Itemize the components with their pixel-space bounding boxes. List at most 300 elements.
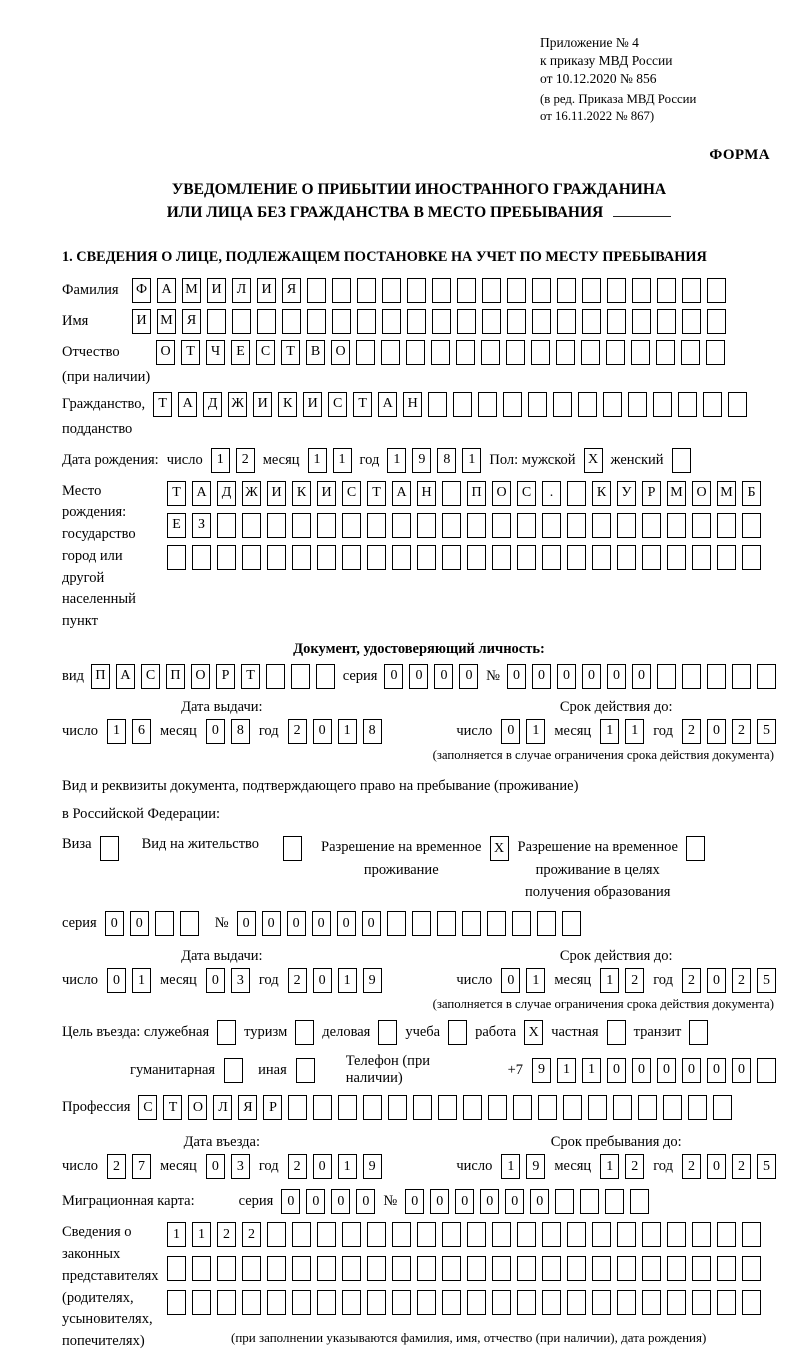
char-cell[interactable]: [757, 1058, 776, 1083]
char-cell[interactable]: [442, 1290, 461, 1315]
char-cell[interactable]: [506, 340, 525, 365]
char-cell[interactable]: [342, 513, 361, 538]
char-cell[interactable]: 0: [501, 719, 520, 744]
char-cell[interactable]: [317, 1290, 336, 1315]
char-cell[interactable]: 2: [682, 968, 701, 993]
char-cell[interactable]: 0: [430, 1189, 449, 1214]
char-cell[interactable]: [467, 513, 486, 538]
char-cell[interactable]: 0: [459, 664, 478, 689]
char-cell[interactable]: [417, 1222, 436, 1247]
char-cell[interactable]: О: [692, 481, 711, 506]
char-cell[interactable]: [367, 1290, 386, 1315]
char-cell[interactable]: [432, 309, 451, 334]
char-cell[interactable]: [417, 545, 436, 570]
char-cell[interactable]: [292, 513, 311, 538]
char-cell[interactable]: 2: [682, 719, 701, 744]
purpose-official-checkbox[interactable]: [217, 1020, 236, 1045]
char-cell[interactable]: 1: [600, 1154, 619, 1179]
char-cell[interactable]: [742, 513, 761, 538]
char-cell[interactable]: [688, 1095, 707, 1120]
char-cell[interactable]: [180, 911, 199, 936]
char-cell[interactable]: Я: [182, 309, 201, 334]
char-cell[interactable]: [382, 309, 401, 334]
char-cell[interactable]: [642, 513, 661, 538]
char-cell[interactable]: [657, 278, 676, 303]
char-cell[interactable]: [513, 1095, 532, 1120]
residence-permit-checkbox[interactable]: [283, 836, 302, 861]
char-cell[interactable]: [266, 664, 285, 689]
char-cell[interactable]: [512, 911, 531, 936]
char-cell[interactable]: [582, 278, 601, 303]
char-cell[interactable]: [562, 911, 581, 936]
char-cell[interactable]: О: [191, 664, 210, 689]
char-cell[interactable]: 0: [632, 664, 651, 689]
char-cell[interactable]: 0: [362, 911, 381, 936]
char-cell[interactable]: [487, 911, 506, 936]
char-cell[interactable]: [638, 1095, 657, 1120]
char-cell[interactable]: 0: [732, 1058, 751, 1083]
char-cell[interactable]: П: [166, 664, 185, 689]
char-cell[interactable]: Л: [213, 1095, 232, 1120]
char-cell[interactable]: [388, 1095, 407, 1120]
char-cell[interactable]: Е: [167, 513, 186, 538]
sex-male-checkbox[interactable]: X: [584, 448, 603, 473]
char-cell[interactable]: 6: [132, 719, 151, 744]
char-cell[interactable]: [155, 911, 174, 936]
char-cell[interactable]: [567, 481, 586, 506]
char-cell[interactable]: И: [317, 481, 336, 506]
char-cell[interactable]: А: [157, 278, 176, 303]
char-cell[interactable]: [332, 309, 351, 334]
char-cell[interactable]: [532, 309, 551, 334]
char-cell[interactable]: А: [392, 481, 411, 506]
char-cell[interactable]: [717, 545, 736, 570]
char-cell[interactable]: [682, 309, 701, 334]
char-cell[interactable]: [392, 1256, 411, 1281]
char-cell[interactable]: 2: [732, 968, 751, 993]
char-cell[interactable]: Ж: [228, 392, 247, 417]
char-cell[interactable]: Т: [153, 392, 172, 417]
purpose-private-checkbox[interactable]: [607, 1020, 626, 1045]
char-cell[interactable]: [682, 278, 701, 303]
char-cell[interactable]: [467, 1290, 486, 1315]
char-cell[interactable]: 0: [206, 968, 225, 993]
char-cell[interactable]: 0: [281, 1189, 300, 1214]
char-cell[interactable]: [542, 1290, 561, 1315]
purpose-study-checkbox[interactable]: [448, 1020, 467, 1045]
char-cell[interactable]: 0: [501, 968, 520, 993]
char-cell[interactable]: [438, 1095, 457, 1120]
char-cell[interactable]: 1: [192, 1222, 211, 1247]
char-cell[interactable]: [642, 1290, 661, 1315]
char-cell[interactable]: [442, 513, 461, 538]
char-cell[interactable]: Н: [403, 392, 422, 417]
char-cell[interactable]: [553, 392, 572, 417]
char-cell[interactable]: А: [116, 664, 135, 689]
char-cell[interactable]: [567, 1290, 586, 1315]
char-cell[interactable]: [367, 1256, 386, 1281]
char-cell[interactable]: [288, 1095, 307, 1120]
char-cell[interactable]: 0: [582, 664, 601, 689]
char-cell[interactable]: [682, 664, 701, 689]
char-cell[interactable]: [603, 392, 622, 417]
char-cell[interactable]: [742, 1256, 761, 1281]
char-cell[interactable]: 2: [732, 719, 751, 744]
char-cell[interactable]: [580, 1189, 599, 1214]
char-cell[interactable]: [717, 1256, 736, 1281]
char-cell[interactable]: [492, 1290, 511, 1315]
char-cell[interactable]: 9: [412, 448, 431, 473]
char-cell[interactable]: [492, 1222, 511, 1247]
char-cell[interactable]: 0: [313, 719, 332, 744]
char-cell[interactable]: 3: [231, 968, 250, 993]
char-cell[interactable]: [406, 340, 425, 365]
char-cell[interactable]: [488, 1095, 507, 1120]
char-cell[interactable]: 0: [707, 1058, 726, 1083]
char-cell[interactable]: [592, 1256, 611, 1281]
temp-residence-checkbox[interactable]: X: [490, 836, 509, 861]
char-cell[interactable]: [567, 1222, 586, 1247]
char-cell[interactable]: [713, 1095, 732, 1120]
char-cell[interactable]: 5: [757, 1154, 776, 1179]
char-cell[interactable]: 2: [682, 1154, 701, 1179]
char-cell[interactable]: [642, 1222, 661, 1247]
char-cell[interactable]: [517, 1290, 536, 1315]
char-cell[interactable]: 0: [480, 1189, 499, 1214]
char-cell[interactable]: 0: [557, 664, 576, 689]
char-cell[interactable]: [478, 392, 497, 417]
char-cell[interactable]: [392, 513, 411, 538]
char-cell[interactable]: [192, 545, 211, 570]
char-cell[interactable]: 0: [707, 968, 726, 993]
char-cell[interactable]: К: [278, 392, 297, 417]
char-cell[interactable]: 0: [337, 911, 356, 936]
char-cell[interactable]: 1: [600, 968, 619, 993]
char-cell[interactable]: 0: [206, 1154, 225, 1179]
char-cell[interactable]: Е: [231, 340, 250, 365]
char-cell[interactable]: [338, 1095, 357, 1120]
char-cell[interactable]: [632, 309, 651, 334]
char-cell[interactable]: О: [156, 340, 175, 365]
char-cell[interactable]: [528, 392, 547, 417]
char-cell[interactable]: [742, 1290, 761, 1315]
char-cell[interactable]: Б: [742, 481, 761, 506]
purpose-transit-checkbox[interactable]: [689, 1020, 708, 1045]
char-cell[interactable]: С: [256, 340, 275, 365]
purpose-business-checkbox[interactable]: [378, 1020, 397, 1045]
char-cell[interactable]: [581, 340, 600, 365]
char-cell[interactable]: [342, 1256, 361, 1281]
char-cell[interactable]: [492, 545, 511, 570]
char-cell[interactable]: И: [132, 309, 151, 334]
char-cell[interactable]: [556, 340, 575, 365]
char-cell[interactable]: 2: [732, 1154, 751, 1179]
char-cell[interactable]: [217, 1290, 236, 1315]
char-cell[interactable]: [167, 1290, 186, 1315]
char-cell[interactable]: 0: [237, 911, 256, 936]
char-cell[interactable]: 0: [607, 1058, 626, 1083]
char-cell[interactable]: [192, 1290, 211, 1315]
char-cell[interactable]: П: [467, 481, 486, 506]
char-cell[interactable]: [167, 1256, 186, 1281]
char-cell[interactable]: Т: [167, 481, 186, 506]
char-cell[interactable]: Р: [263, 1095, 282, 1120]
char-cell[interactable]: [313, 1095, 332, 1120]
char-cell[interactable]: И: [267, 481, 286, 506]
char-cell[interactable]: Д: [217, 481, 236, 506]
char-cell[interactable]: [407, 278, 426, 303]
char-cell[interactable]: 1: [132, 968, 151, 993]
char-cell[interactable]: [631, 340, 650, 365]
char-cell[interactable]: [517, 1222, 536, 1247]
char-cell[interactable]: 1: [338, 719, 357, 744]
char-cell[interactable]: [367, 1222, 386, 1247]
char-cell[interactable]: [732, 664, 751, 689]
char-cell[interactable]: [613, 1095, 632, 1120]
char-cell[interactable]: [462, 911, 481, 936]
char-cell[interactable]: [467, 1222, 486, 1247]
char-cell[interactable]: [742, 1222, 761, 1247]
char-cell[interactable]: [367, 545, 386, 570]
char-cell[interactable]: [412, 911, 431, 936]
char-cell[interactable]: [706, 340, 725, 365]
char-cell[interactable]: [657, 309, 676, 334]
char-cell[interactable]: 0: [505, 1189, 524, 1214]
char-cell[interactable]: [617, 1256, 636, 1281]
char-cell[interactable]: [413, 1095, 432, 1120]
char-cell[interactable]: [481, 340, 500, 365]
purpose-other-checkbox[interactable]: [296, 1058, 315, 1083]
char-cell[interactable]: [367, 513, 386, 538]
char-cell[interactable]: 5: [757, 719, 776, 744]
char-cell[interactable]: [692, 545, 711, 570]
char-cell[interactable]: [678, 392, 697, 417]
char-cell[interactable]: [382, 278, 401, 303]
char-cell[interactable]: 9: [532, 1058, 551, 1083]
char-cell[interactable]: [432, 278, 451, 303]
char-cell[interactable]: [332, 278, 351, 303]
char-cell[interactable]: [517, 513, 536, 538]
char-cell[interactable]: З: [192, 513, 211, 538]
char-cell[interactable]: [456, 340, 475, 365]
char-cell[interactable]: [482, 278, 501, 303]
char-cell[interactable]: 0: [105, 911, 124, 936]
char-cell[interactable]: [567, 1256, 586, 1281]
char-cell[interactable]: [453, 392, 472, 417]
char-cell[interactable]: 2: [217, 1222, 236, 1247]
char-cell[interactable]: 0: [312, 911, 331, 936]
char-cell[interactable]: 9: [363, 1154, 382, 1179]
char-cell[interactable]: Т: [163, 1095, 182, 1120]
char-cell[interactable]: 1: [107, 719, 126, 744]
char-cell[interactable]: С: [138, 1095, 157, 1120]
char-cell[interactable]: [242, 545, 261, 570]
char-cell[interactable]: 1: [338, 968, 357, 993]
char-cell[interactable]: [492, 1256, 511, 1281]
char-cell[interactable]: [517, 545, 536, 570]
char-cell[interactable]: О: [188, 1095, 207, 1120]
char-cell[interactable]: 7: [132, 1154, 151, 1179]
char-cell[interactable]: 1: [557, 1058, 576, 1083]
char-cell[interactable]: И: [303, 392, 322, 417]
char-cell[interactable]: [267, 1222, 286, 1247]
char-cell[interactable]: 2: [107, 1154, 126, 1179]
char-cell[interactable]: К: [292, 481, 311, 506]
char-cell[interactable]: 0: [356, 1189, 375, 1214]
char-cell[interactable]: М: [182, 278, 201, 303]
char-cell[interactable]: [291, 664, 310, 689]
char-cell[interactable]: Т: [353, 392, 372, 417]
char-cell[interactable]: [437, 911, 456, 936]
char-cell[interactable]: С: [517, 481, 536, 506]
char-cell[interactable]: [431, 340, 450, 365]
char-cell[interactable]: 2: [625, 968, 644, 993]
char-cell[interactable]: [555, 1189, 574, 1214]
char-cell[interactable]: [267, 545, 286, 570]
char-cell[interactable]: [392, 545, 411, 570]
sex-female-checkbox[interactable]: [672, 448, 691, 473]
char-cell[interactable]: 2: [288, 1154, 307, 1179]
char-cell[interactable]: [742, 545, 761, 570]
temp-residence-edu-checkbox[interactable]: [686, 836, 705, 861]
char-cell[interactable]: [357, 309, 376, 334]
char-cell[interactable]: [557, 278, 576, 303]
char-cell[interactable]: [292, 1222, 311, 1247]
char-cell[interactable]: [442, 1256, 461, 1281]
char-cell[interactable]: П: [91, 664, 110, 689]
char-cell[interactable]: [632, 278, 651, 303]
char-cell[interactable]: [531, 340, 550, 365]
char-cell[interactable]: [538, 1095, 557, 1120]
char-cell[interactable]: Ф: [132, 278, 151, 303]
char-cell[interactable]: [442, 545, 461, 570]
char-cell[interactable]: 0: [313, 1154, 332, 1179]
char-cell[interactable]: [667, 545, 686, 570]
char-cell[interactable]: 2: [288, 719, 307, 744]
char-cell[interactable]: 8: [363, 719, 382, 744]
char-cell[interactable]: М: [717, 481, 736, 506]
char-cell[interactable]: [442, 481, 461, 506]
char-cell[interactable]: [257, 309, 276, 334]
char-cell[interactable]: Л: [232, 278, 251, 303]
char-cell[interactable]: [417, 513, 436, 538]
char-cell[interactable]: [605, 1189, 624, 1214]
char-cell[interactable]: [757, 664, 776, 689]
char-cell[interactable]: [517, 1256, 536, 1281]
char-cell[interactable]: [292, 545, 311, 570]
char-cell[interactable]: 1: [338, 1154, 357, 1179]
char-cell[interactable]: Т: [181, 340, 200, 365]
char-cell[interactable]: А: [192, 481, 211, 506]
char-cell[interactable]: [728, 392, 747, 417]
char-cell[interactable]: [692, 1290, 711, 1315]
purpose-tourism-checkbox[interactable]: [295, 1020, 314, 1045]
char-cell[interactable]: [417, 1290, 436, 1315]
char-cell[interactable]: [617, 545, 636, 570]
char-cell[interactable]: [607, 278, 626, 303]
char-cell[interactable]: Д: [203, 392, 222, 417]
char-cell[interactable]: [492, 513, 511, 538]
char-cell[interactable]: [656, 340, 675, 365]
char-cell[interactable]: [467, 1256, 486, 1281]
char-cell[interactable]: [267, 513, 286, 538]
char-cell[interactable]: [307, 309, 326, 334]
char-cell[interactable]: [588, 1095, 607, 1120]
char-cell[interactable]: [342, 1290, 361, 1315]
char-cell[interactable]: [381, 340, 400, 365]
char-cell[interactable]: О: [331, 340, 350, 365]
char-cell[interactable]: 0: [287, 911, 306, 936]
char-cell[interactable]: [282, 309, 301, 334]
char-cell[interactable]: 2: [288, 968, 307, 993]
char-cell[interactable]: 1: [333, 448, 352, 473]
char-cell[interactable]: [317, 545, 336, 570]
char-cell[interactable]: [681, 340, 700, 365]
char-cell[interactable]: [532, 278, 551, 303]
char-cell[interactable]: 8: [437, 448, 456, 473]
char-cell[interactable]: Ч: [206, 340, 225, 365]
char-cell[interactable]: [507, 278, 526, 303]
char-cell[interactable]: [692, 1256, 711, 1281]
char-cell[interactable]: [703, 392, 722, 417]
char-cell[interactable]: [628, 392, 647, 417]
char-cell[interactable]: Я: [282, 278, 301, 303]
char-cell[interactable]: [537, 911, 556, 936]
char-cell[interactable]: 0: [455, 1189, 474, 1214]
char-cell[interactable]: [663, 1095, 682, 1120]
char-cell[interactable]: [592, 545, 611, 570]
char-cell[interactable]: [457, 309, 476, 334]
char-cell[interactable]: И: [253, 392, 272, 417]
char-cell[interactable]: 5: [757, 968, 776, 993]
char-cell[interactable]: 1: [308, 448, 327, 473]
char-cell[interactable]: С: [342, 481, 361, 506]
char-cell[interactable]: 0: [409, 664, 428, 689]
char-cell[interactable]: 9: [526, 1154, 545, 1179]
char-cell[interactable]: М: [157, 309, 176, 334]
char-cell[interactable]: 3: [231, 1154, 250, 1179]
char-cell[interactable]: 1: [625, 719, 644, 744]
char-cell[interactable]: 0: [384, 664, 403, 689]
char-cell[interactable]: [242, 1256, 261, 1281]
char-cell[interactable]: 0: [507, 664, 526, 689]
char-cell[interactable]: [657, 664, 676, 689]
char-cell[interactable]: 1: [462, 448, 481, 473]
char-cell[interactable]: [717, 513, 736, 538]
char-cell[interactable]: [463, 1095, 482, 1120]
char-cell[interactable]: [563, 1095, 582, 1120]
char-cell[interactable]: Т: [241, 664, 260, 689]
char-cell[interactable]: [607, 309, 626, 334]
char-cell[interactable]: [387, 911, 406, 936]
char-cell[interactable]: [363, 1095, 382, 1120]
char-cell[interactable]: К: [592, 481, 611, 506]
char-cell[interactable]: 0: [306, 1189, 325, 1214]
char-cell[interactable]: [667, 513, 686, 538]
char-cell[interactable]: [642, 1256, 661, 1281]
char-cell[interactable]: 0: [707, 1154, 726, 1179]
char-cell[interactable]: [428, 392, 447, 417]
char-cell[interactable]: [342, 1222, 361, 1247]
char-cell[interactable]: [507, 309, 526, 334]
char-cell[interactable]: [707, 664, 726, 689]
char-cell[interactable]: [482, 309, 501, 334]
char-cell[interactable]: [292, 1256, 311, 1281]
char-cell[interactable]: [317, 513, 336, 538]
char-cell[interactable]: [192, 1256, 211, 1281]
char-cell[interactable]: Р: [642, 481, 661, 506]
char-cell[interactable]: 0: [532, 664, 551, 689]
